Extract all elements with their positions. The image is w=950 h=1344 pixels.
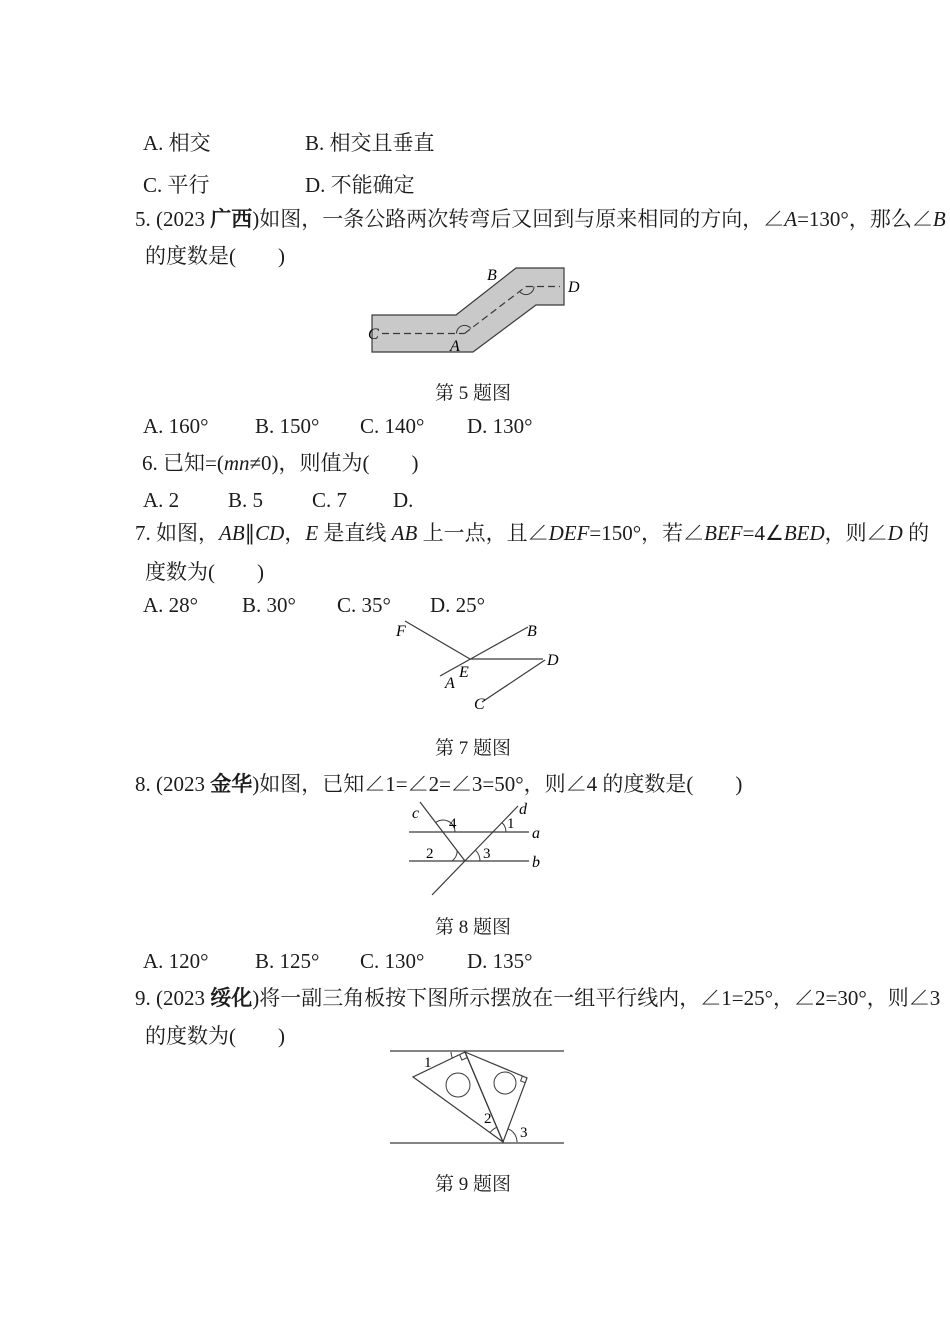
q8-option-c: C. 130° [360, 949, 425, 973]
right-square-hole [494, 1072, 516, 1094]
question-5-line-2: 的度数是( ) [145, 244, 285, 268]
question-5-line-1: 5. (2023 广西)如图，一条公路两次转弯后又回到与原来相同的方向，∠A=130°，那么∠B [135, 207, 946, 231]
angle-label-2: 2 [426, 846, 434, 862]
line-CD [482, 660, 545, 702]
question-8-line-1: 8. (2023 金华)如图，已知∠1=∠2=∠3=50°，则∠4 的度数是( ) [135, 772, 743, 796]
q4-option-c: C. 平行 [143, 173, 210, 197]
point-label-B: B [487, 267, 497, 284]
figure-8-parallel-lines-diagram [404, 797, 552, 903]
figure-5-road-diagram [366, 260, 582, 360]
figure-7-lines-diagram [388, 612, 572, 716]
question-9-line-2: 的度数为( ) [145, 1024, 285, 1048]
angle-arc-3 [508, 1129, 517, 1142]
q7-option-c: C. 35° [337, 593, 391, 617]
point-label-C: C [368, 326, 379, 343]
point-label-E: E [459, 664, 469, 681]
figure-8-caption: 第 8 题图 [434, 917, 511, 938]
road-shape [372, 268, 564, 352]
q8-option-b: B. 125° [255, 949, 320, 973]
angle-arc-2 [452, 851, 457, 861]
angle-arc-2 [490, 1127, 497, 1132]
point-label-A: A [450, 338, 460, 355]
q4-option-a: A. 相交 [143, 131, 211, 155]
line-d [432, 806, 518, 895]
angle-label-1: 1 [424, 1055, 432, 1071]
angle-arc-3 [475, 850, 480, 861]
point-label-B: B [527, 623, 537, 640]
question-9-line-1: 9. (2023 绥化)将一副三角板按下图所示摆放在一组平行线内，∠1=25°，∠2=30°，则∠3 [135, 986, 941, 1010]
angle-label-3: 3 [520, 1125, 528, 1141]
point-label-D: D [568, 279, 580, 296]
question-6-line-1: 6. 已知=(mn≠0)，则值为( ) [142, 451, 419, 475]
figure-9-set-squares-diagram [386, 1044, 570, 1152]
q6-option-d: D. [393, 488, 414, 512]
angle-arc-1 [502, 823, 506, 832]
q7-option-b: B. 30° [242, 593, 296, 617]
line-label-a: a [532, 825, 540, 842]
ray-FE [405, 621, 470, 659]
angle-label-2: 2 [484, 1111, 492, 1127]
q6-option-b: B. 5 [228, 488, 264, 512]
q5-option-b: B. 150° [255, 414, 320, 438]
line-label-d: d [519, 801, 527, 818]
q6-option-c: C. 7 [312, 488, 348, 512]
q4-option-b: B. 相交且垂直 [305, 131, 435, 155]
q5-option-c: C. 140° [360, 414, 425, 438]
line-AB [440, 627, 528, 676]
angle-label-1: 1 [507, 816, 515, 832]
q8-option-d: D. 135° [467, 949, 533, 973]
right-set-square [465, 1052, 527, 1142]
q7-option-d: D. 25° [430, 593, 486, 617]
q4-option-d: D. 不能确定 [305, 173, 415, 197]
point-label-A: A [445, 675, 455, 692]
point-label-C: C [474, 696, 485, 713]
q5-option-a: A. 160° [143, 414, 209, 438]
line-label-c: c [412, 805, 420, 822]
q8-option-a: A. 120° [143, 949, 209, 973]
figure-7-caption: 第 7 题图 [434, 738, 511, 759]
point-label-D: D [547, 652, 559, 669]
point-label-F: F [396, 623, 406, 640]
angle-label-4: 4 [449, 816, 457, 832]
angle-arc-1 [451, 1052, 452, 1058]
figure-9-caption: 第 9 题图 [434, 1174, 511, 1195]
figure-5-caption: 第 5 题图 [434, 383, 511, 404]
left-square-hole [446, 1073, 470, 1097]
q5-option-d: D. 130° [467, 414, 533, 438]
q7-option-a: A. 28° [143, 593, 199, 617]
q6-option-a: A. 2 [143, 488, 180, 512]
line-label-b: b [532, 854, 540, 871]
question-7-line-2: 度数为( ) [145, 560, 264, 584]
angle-label-3: 3 [483, 846, 491, 862]
question-7-line-1: 7. 如图，AB∥CD，E 是直线 AB 上一点，且∠DEF=150°，若∠BEF=4∠BED，则∠D 的 [135, 521, 930, 545]
